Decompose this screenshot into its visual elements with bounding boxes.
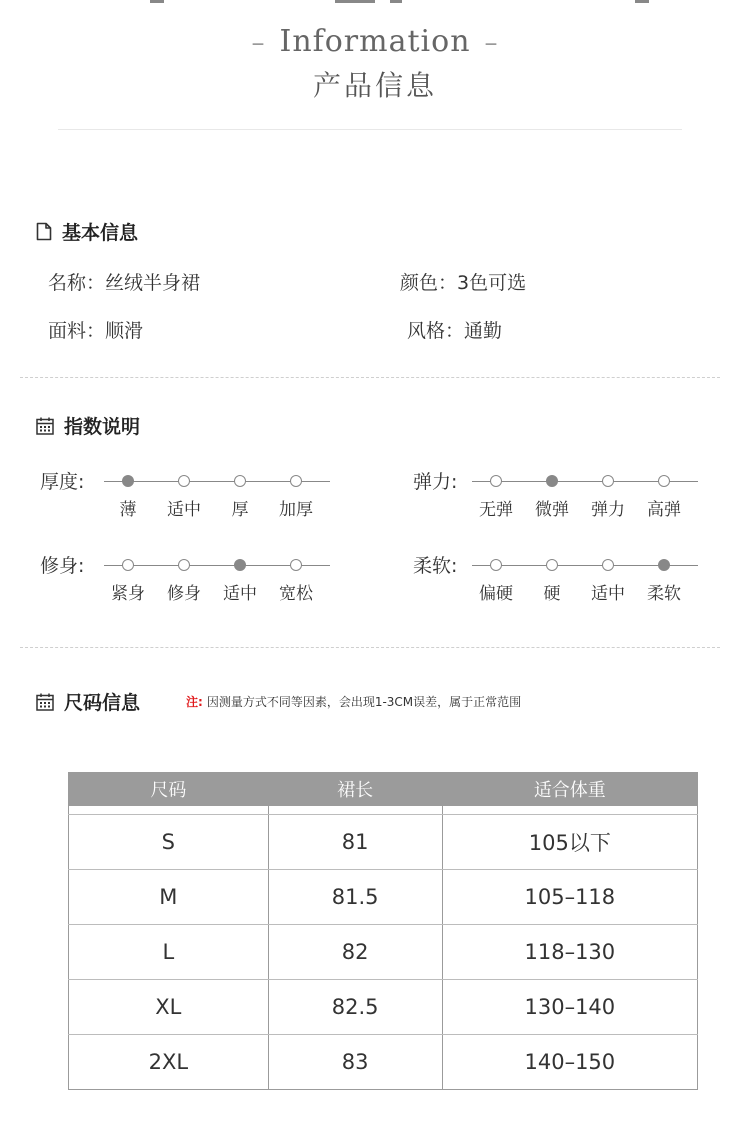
info-value: 通勤 <box>464 320 503 342</box>
section-divider <box>20 377 720 378</box>
scale-dot-selected <box>234 559 246 571</box>
cell-size: 2XL <box>69 1035 269 1090</box>
note-label: 注: <box>186 695 203 709</box>
scale-fit <box>104 558 330 604</box>
scale-softness <box>472 558 698 604</box>
title-en-text: Information <box>279 24 471 59</box>
note-text: 因测量方式不同等因素，会出现1-3CM误差，属于正常范围 <box>206 695 522 709</box>
scale-option-label: 适中 <box>223 584 257 604</box>
size-note <box>186 693 521 710</box>
cell-length: 81.5 <box>268 870 442 925</box>
scale-dot <box>490 559 502 571</box>
title-dash-right: – <box>484 28 499 58</box>
info-value: 顺滑 <box>105 320 144 342</box>
scale-dot-selected <box>122 475 134 487</box>
cell-length: 81 <box>268 815 442 870</box>
info-value: 3色可选 <box>457 272 527 294</box>
table-header-row <box>69 772 698 806</box>
cell-weight: 130–140 <box>442 980 697 1035</box>
scale-option-label: 偏硬 <box>479 584 513 604</box>
scale-dot <box>178 475 190 487</box>
top-edge-decoration <box>150 0 164 3</box>
calendar-icon <box>36 417 54 435</box>
column-header-size: 尺码 <box>69 772 269 806</box>
scale-option-label: 宽松 <box>279 584 313 604</box>
scale-dot <box>290 559 302 571</box>
scale-dot-selected <box>546 475 558 487</box>
scale-option-label: 微弹 <box>535 500 569 520</box>
table-spacer-row <box>69 806 698 815</box>
scale-label-softness: 柔软: <box>413 555 458 577</box>
info-label: 名称： <box>48 272 106 294</box>
cell-size: L <box>69 925 269 980</box>
scale-option-label: 柔软 <box>647 584 681 604</box>
scale-option-label: 厚 <box>231 500 249 520</box>
top-edge-decoration <box>635 0 649 3</box>
cell-length: 83 <box>268 1035 442 1090</box>
info-label: 颜色： <box>400 272 458 294</box>
scale-dot <box>658 475 670 487</box>
table-row <box>69 925 698 980</box>
scale-elasticity <box>472 474 698 520</box>
info-label: 风格： <box>407 320 465 342</box>
column-header-length: 裙长 <box>268 772 442 806</box>
scale-option-label: 适中 <box>167 500 201 520</box>
scale-dot-selected <box>658 559 670 571</box>
size-heading <box>36 688 140 715</box>
info-value: 丝绒半身裙 <box>105 272 201 294</box>
document-icon <box>36 222 52 241</box>
scale-dot <box>290 475 302 487</box>
index-heading <box>36 412 140 439</box>
info-item-color <box>400 268 526 295</box>
scale-dot <box>602 475 614 487</box>
scale-dot <box>122 559 134 571</box>
cell-size: S <box>69 815 269 870</box>
scale-option-label: 加厚 <box>279 500 313 520</box>
table-row <box>69 1035 698 1090</box>
scale-dot <box>602 559 614 571</box>
scale-option-label: 薄 <box>119 500 137 520</box>
page-title-cn: 产品信息 <box>312 69 437 102</box>
info-item-fabric <box>48 316 143 343</box>
scale-dot <box>178 559 190 571</box>
scale-dot <box>490 475 502 487</box>
size-table <box>68 772 698 1090</box>
scale-dot <box>546 559 558 571</box>
index-title: 指数说明 <box>64 416 141 438</box>
cell-weight: 105以下 <box>442 815 697 870</box>
top-edge-decoration <box>390 0 402 3</box>
section-divider <box>20 647 720 648</box>
scale-dot <box>234 475 246 487</box>
basic-info-title: 基本信息 <box>62 222 139 244</box>
info-label: 面料： <box>48 320 106 342</box>
page-title-en <box>0 24 750 59</box>
cell-weight: 105–118 <box>442 870 697 925</box>
scale-option-label: 紧身 <box>111 584 145 604</box>
table-row <box>69 980 698 1035</box>
scale-option-label: 适中 <box>591 584 625 604</box>
table-row <box>69 870 698 925</box>
header-divider <box>58 129 682 130</box>
size-title: 尺码信息 <box>64 692 141 714</box>
scale-option-label: 高弹 <box>647 500 681 520</box>
scale-option-label: 弹力 <box>591 500 625 520</box>
cell-size: XL <box>69 980 269 1035</box>
top-edge-decoration <box>335 0 375 3</box>
info-item-style <box>407 316 502 343</box>
table-row <box>69 815 698 870</box>
scale-thickness <box>104 474 330 520</box>
cell-weight: 118–130 <box>442 925 697 980</box>
scale-label-thickness: 厚度: <box>40 471 85 493</box>
scale-label-elasticity: 弹力: <box>413 471 458 493</box>
scale-label-fit: 修身: <box>40 555 85 577</box>
cell-weight: 140–150 <box>442 1035 697 1090</box>
scale-option-label: 无弹 <box>479 500 513 520</box>
basic-info-heading <box>36 218 138 245</box>
cell-length: 82 <box>268 925 442 980</box>
column-header-weight: 适合体重 <box>442 772 697 806</box>
title-dash-left: – <box>251 28 266 58</box>
info-item-name <box>48 268 200 295</box>
cell-size: M <box>69 870 269 925</box>
calendar-icon <box>36 693 54 711</box>
scale-option-label: 硬 <box>543 584 561 604</box>
cell-length: 82.5 <box>268 980 442 1035</box>
scale-option-label: 修身 <box>167 584 201 604</box>
